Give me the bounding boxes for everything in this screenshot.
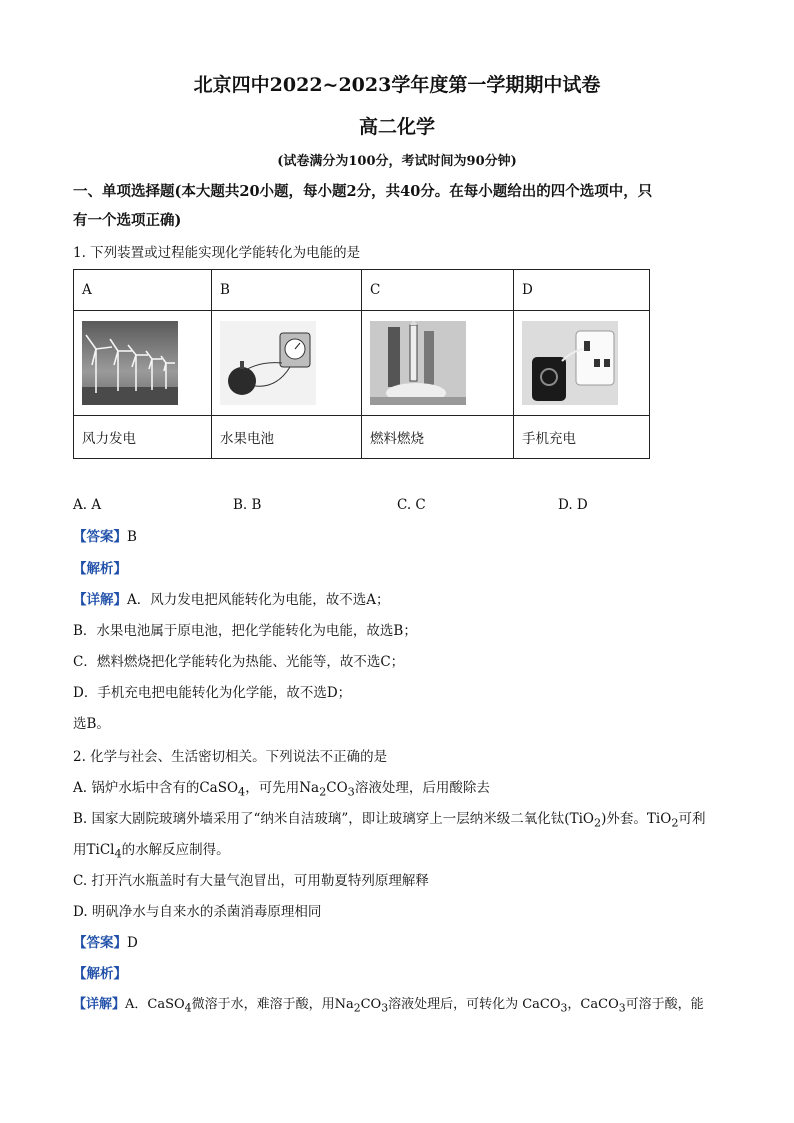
q2-option-c: C. 打开汽水瓶盖时有大量气泡冒出，可用勒夏特列原理解释 (73, 873, 429, 889)
q1-options-table (73, 269, 650, 459)
q2-option-d: D. 明矾净水与自来水的杀菌消毒原理相同 (73, 904, 322, 920)
q2-option-b-line2: 用TiCl$_4$的水解反应制得。 (73, 842, 230, 861)
section-heading-line1: 一、单项选择题(本大题共20小题，每小题2分，共40分。在每小题给出的四个选项中，只 (73, 183, 653, 200)
rocket-launch-photo (362, 311, 514, 416)
exam-title: 北京四中2022~2023学年度第一学期期中试卷 (193, 74, 601, 96)
choice-a: A. A (73, 497, 102, 513)
q1-detail-line1: 【详解】A．风力发电把风能转化为电能，故不选A； (73, 592, 390, 608)
choice-d: D. D (558, 497, 588, 513)
q1-answer: 【答案】B (73, 529, 137, 545)
table-header-a: A (74, 270, 212, 311)
q2-detail-line1: 【详解】A．CaSO$_4$微溶于水，难溶于酸，用$Na_2CO_3$溶液处理后，可转化为 CaCO$_3$，CaCO$_3$可溶于酸，能 (73, 997, 704, 1015)
table-header-b: B (212, 270, 362, 311)
q1-detail-line4: D．手机充电把电能转化为化学能，故不选D； (73, 685, 352, 701)
phone-charging-photo (514, 311, 650, 416)
q2-option-b-line1: B. 国家大剧院玻璃外墙采用了“纳米自洁玻璃”，即让玻璃穿上一层纳米级二氧化钛(TiO$_2$)外套。TiO$_2$可利 (73, 811, 706, 830)
q1-analysis-tag: 【解析】 (73, 561, 127, 577)
option-label-b: 水果电池 (212, 416, 362, 459)
option-label-d: 手机充电 (514, 416, 650, 459)
section-heading-line2: 有一个选项正确) (73, 212, 182, 229)
choice-b: B. B (233, 497, 262, 513)
q2-analysis-tag: 【解析】 (73, 966, 127, 982)
q1-stem: 1. 下列装置或过程能实现化学能转化为电能的是 (73, 245, 361, 261)
q1-detail-line5: 选B。 (73, 716, 110, 732)
choice-c: C. C (397, 497, 426, 513)
option-label-a: 风力发电 (74, 416, 212, 459)
table-header-d: D (514, 270, 650, 311)
fruit-battery-photo (212, 311, 362, 416)
table-header-c: C (362, 270, 514, 311)
q1-detail-line2: B．水果电池属于原电池，把化学能转化为电能，故选B； (73, 623, 417, 639)
q1-detail-line3: C．燃料燃烧把化学能转化为热能、光能等，故不选C； (73, 654, 405, 670)
option-label-c: 燃料燃烧 (362, 416, 514, 459)
exam-subtitle: 高二化学 (358, 116, 435, 138)
q2-stem: 2. 化学与社会、生活密切相关。下列说法不正确的是 (73, 749, 388, 765)
wind-turbines-photo (74, 311, 212, 416)
exam-note: (试卷满分为100分，考试时间为90分钟) (277, 154, 517, 169)
q2-option-a: A. 锅炉水垢中含有的CaSO$_4$，可先用$Na_2CO_3$溶液处理，后用酸除去 (73, 780, 490, 799)
q2-answer: 【答案】D (73, 935, 138, 951)
